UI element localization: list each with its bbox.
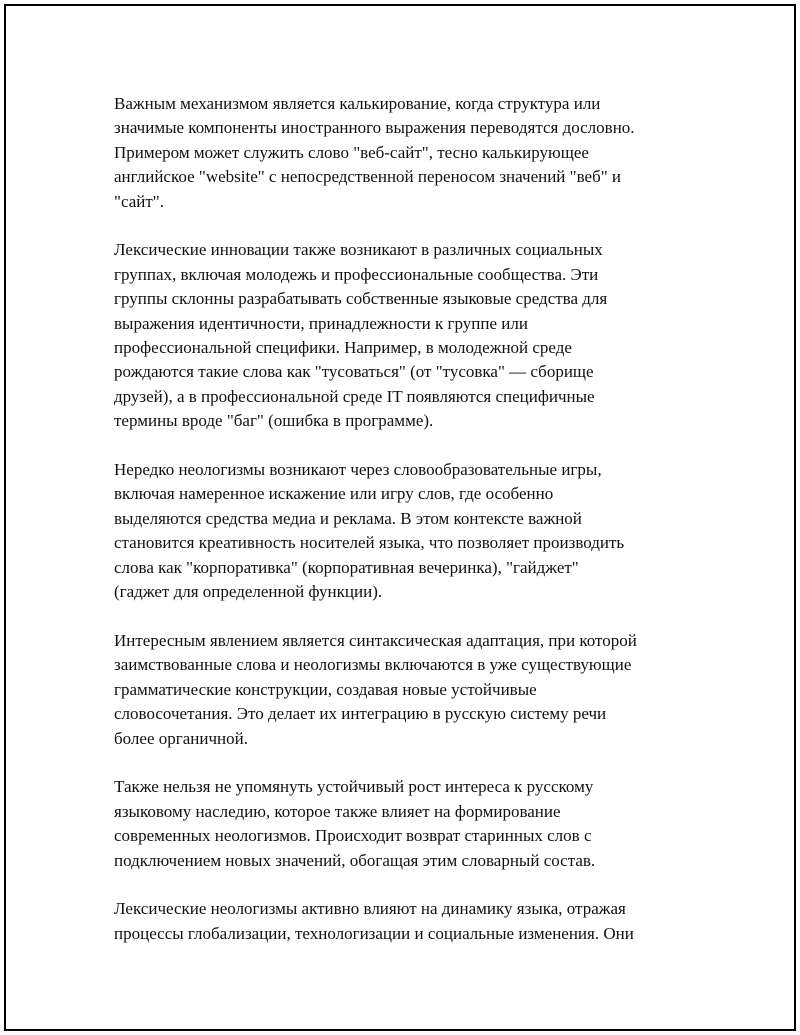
text-line: профессиональной специфики. Например, в молодежной среде	[114, 338, 572, 358]
text-line: более органичной.	[114, 728, 248, 748]
text-line: термины вроде "баг" (ошибка в программе).	[114, 411, 434, 431]
text-line: "сайт".	[114, 191, 164, 211]
text-line: Примером может служить слово "веб-сайт", тесно калькирующее	[114, 142, 589, 162]
text-line: выделяются средства медиа и реклама. В этом контексте важной	[114, 508, 582, 528]
text-line: Нередко неологизмы возникают через словообразовательные игры,	[114, 460, 602, 480]
text-line: процессы глобализации, технологизации и социальные изменения. Они	[114, 923, 634, 943]
paragraph-conclusion	[114, 897, 694, 946]
text-line: Лексические инновации также возникают в различных социальных	[114, 240, 603, 260]
text-line: (гаджет для определенной функции).	[114, 582, 383, 602]
text-line: Также нельзя не упомянуть устойчивый рост интереса к русскому	[114, 777, 594, 797]
text-line: заимствованные слова и неологизмы включаются в уже существующие	[114, 655, 632, 675]
text-line: Важным механизмом является калькирование, когда структура или	[114, 94, 601, 113]
document-body	[114, 92, 694, 971]
text-line: становится креативность носителей языка, что позволяет производить	[114, 533, 625, 553]
text-line: Лексические неологизмы активно влияют на динамику языка, отражая	[114, 899, 626, 919]
text-line: языковому наследию, которое также влияет на формирование	[114, 801, 561, 821]
text-line: выражения идентичности, принадлежности к группе или	[114, 313, 528, 333]
text-line: грамматические конструкции, создавая новые устойчивые	[114, 679, 537, 699]
text-line: включая намеренное искажение или игру слов, где особенно	[114, 484, 554, 504]
text-line: современных неологизмов. Происходит возврат старинных слов с	[114, 826, 592, 846]
text-line: подключением новых значений, обогащая этим словарный состав.	[114, 850, 596, 870]
text-line: группах, включая молодежь и профессиональные сообщества. Эти	[114, 264, 599, 284]
paragraph-social-groups	[114, 238, 694, 433]
paragraph-word-play	[114, 458, 694, 604]
text-line: словосочетания. Это делает их интеграцию в русскую систему речи	[114, 704, 607, 724]
text-line: слова как "корпоративка" (корпоративная вечеринка), "гайджет"	[114, 557, 579, 577]
text-line: друзей), а в профессиональной среде IT появляются специфичные	[114, 386, 595, 406]
text-line: английское "website" с непосредственной переносом значений "веб" и	[114, 167, 622, 187]
paragraph-syntactic-adaptation	[114, 629, 694, 751]
paragraph-calquing	[114, 92, 694, 214]
paragraph-heritage	[114, 775, 694, 873]
text-line: рождаются такие слова как "тусоваться" (от "тусовка" — сборище	[114, 362, 594, 382]
text-line: группы склонны разрабатывать собственные языковые средства для	[114, 289, 608, 309]
text-line: Интересным явлением является синтаксическая адаптация, при которой	[114, 630, 637, 650]
text-line: значимые компоненты иностранного выражения переводятся дословно.	[114, 118, 635, 138]
